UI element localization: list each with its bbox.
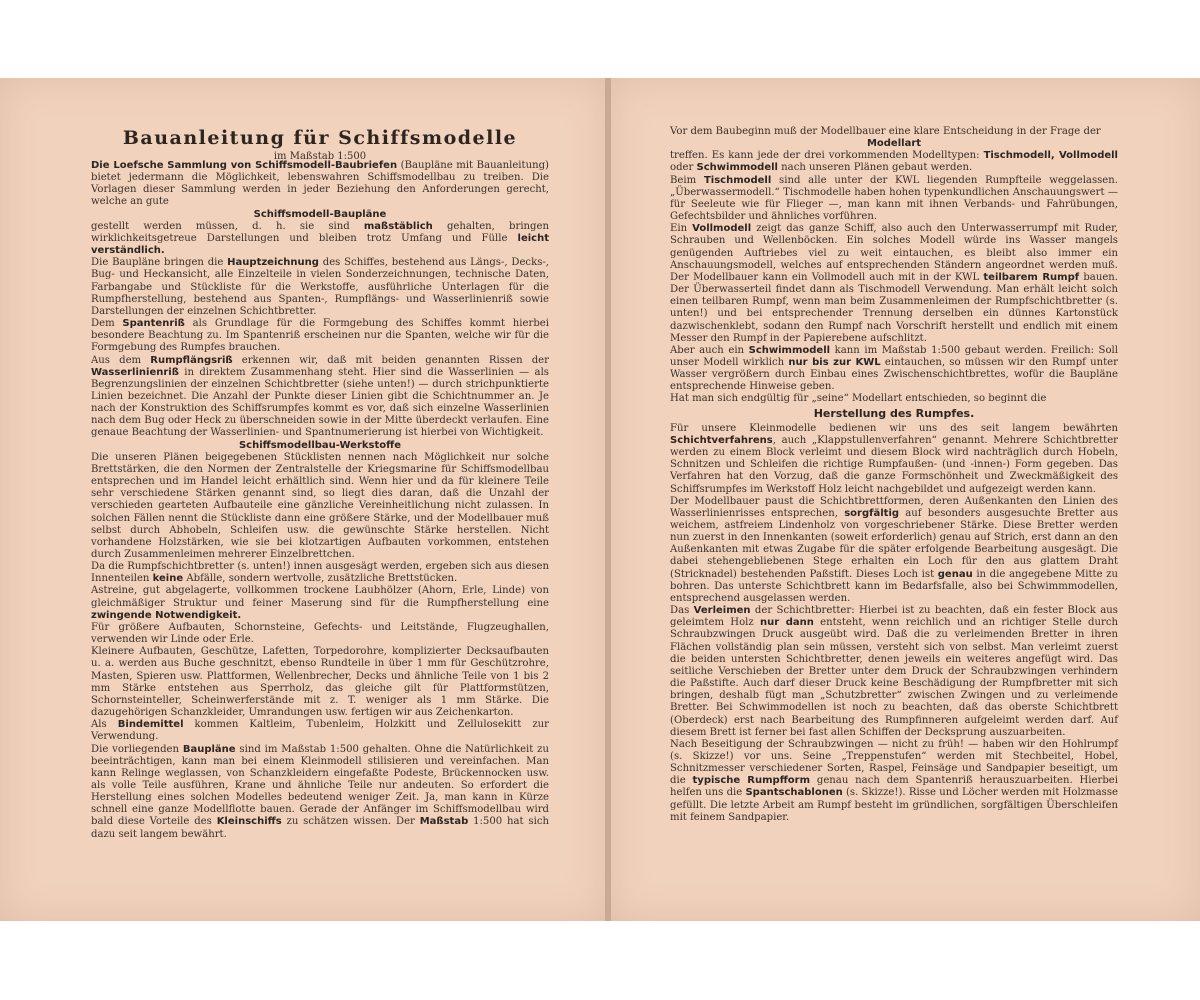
bold-term: Die Loefsche Sammlung von Schiffsmodell-Baubriefen xyxy=(91,160,398,171)
bold-term: Spantschablonen xyxy=(745,787,843,799)
bold-term: Tischmodell xyxy=(703,174,772,186)
paragraph-tischmodell xyxy=(670,175,1118,224)
document-title: Bauanleitung für Schiffsmodelle xyxy=(122,127,518,149)
text-span: genau nach dem Spantenriß herauszuarbeiten. Hierbei helfen uns die xyxy=(670,775,1118,799)
paragraph-bindemittel xyxy=(91,719,549,743)
text-span: (s. Skizze!). Risse und Löcher werden mit Holzmasse gefüllt. Die letzte Arbeit am Rumpf besteht im gründlichen, sorgfältigen Überschleifen mit feinem Sandpapier. xyxy=(670,787,1118,823)
text-span: entsteht, wenn reichlich und an richtiger Stelle durch Schraubzwingen Druck ausgeübt wird. Daß die zu verleimenden Bretter in ihren Flächen vollständig plan sein müssen, versteht sich von selbst. Man verleimt zuerst die beiden untersten Schichtbretter, denen jeweils ein weiteres angefügt wird. Das seitliche Verschieben der Bretter unter dem Druck der Schraubzwingen verhindern die Paßstifte. Auch darf dieser Druck keine Beschädigung der Rumpfbretter mit sich bringen, deshalb fügt man „Schutzbretter“ zwischen Zwingen und zu verleimende Bretter. Bei Schwimmodellen ist noch zu beachten, daß das oberste Schichtbrett (Oberdeck) erst nach Bearbeitung des Rumpfinneren aufgeleimt werden darf. Auf diesem Brett ist ferner bei fast allen Schiffen der Decksprung auszuarbeiten. xyxy=(670,617,1118,738)
text-span: Ein xyxy=(670,223,693,235)
bold-term: nur bis zur KWL xyxy=(788,356,881,368)
bold-term: keine xyxy=(152,573,184,585)
paragraph-intro xyxy=(91,160,549,209)
text-span: bauen. Der Überwasserteil findet dann als Tischmodell Verwendung. Man erhält leicht solch einen teilbaren Rumpf, wenn man beim Zusammenleimen der Rumpfschichtbretter (s. unten!) und bei entsprechender Trennung derselben ein dünnes Kartonstück dazwischenklebt, sodann den Rumpf nach Vorschrift herstellt und endlich mit einem Messer den Rumpf in der Papierebene aufschlitzt. xyxy=(670,271,1119,344)
paragraph-massstab xyxy=(91,744,549,841)
paragraph-modellart-entschieden: Hat man sich endgültig für „seine“ Modellart entschieden, so beginnt die xyxy=(670,393,1047,405)
text-span: Beim xyxy=(670,174,704,186)
text-span: Für unsere Kleinmodelle bedienen wir uns des seit langem bewährten xyxy=(670,422,1118,434)
bold-term: genau xyxy=(937,568,973,580)
text-span: sind alle unter der KWL liegenden Rumpfteile weggelassen. „Überwassermodell.“ Tischmodelle haben hohen typenkundlichen Anschauungswert — für Seeleute wie für Flieger —, man kann mit ihnen Verbands- und Fahrübungen, Gefechtsbilder und ähnliches vorführen. xyxy=(670,174,1118,223)
document-subtitle: im Maßstab 1:500 xyxy=(273,151,367,162)
bold-term: Maßstab xyxy=(419,816,469,828)
paragraph-hohlrumpf xyxy=(670,739,1118,824)
paragraph-kleinere-aufbauten: Kleinere Aufbauten, Geschütze, Lafetten, Torpedorohre, komplizierter Decksaufbauten u. a. werden aus Buche geschnitzt, ebenso Rundteile in über 1 mm für Geschützrohre, Masten, Spieren usw. Plattformen, Wellenbrecher, Decks und ähnliche Teile von 1 bis 2 mm Stärke entstehen aus Sperrholz, das gleiche gilt für Plattformstützen, Schornsteinteller, Scheinwerferstände mit z. T. weniger als 1 mm Stärke. Die dazugehörigen Schanzkleider, Umrandungen usw. fertigen wir aus Zeichenkarton. xyxy=(91,646,549,719)
heading-herstellung: Herstellung des Rumpfes. xyxy=(813,406,975,420)
text-span: gestellt werden müssen, d. h. sie sind xyxy=(91,220,364,232)
paragraph-hauptzeichnung xyxy=(91,257,549,318)
text-span: Da die Rumpfschichtbretter (s. unten!) innen ausgesägt werden, ergeben sich aus diesen Innenteilen xyxy=(91,561,549,585)
text-span: Der Modellbauer paust die Schichtbrettformen, deren Außenkanten den Linien des Wasserlinienrisses entsprechen, xyxy=(670,495,1118,519)
bold-term: Vollmodell xyxy=(692,223,752,235)
heading-modellart: Modellart xyxy=(866,138,922,150)
text-span: Das xyxy=(670,605,694,617)
paragraph-schichtbrettformen xyxy=(670,496,1118,605)
text-span: der Schichtbretter: Hierbei ist zu beachten, daß ein fester Block aus geleimtem Holz xyxy=(670,605,1118,629)
bold-term: typische Rumpfform xyxy=(692,775,811,787)
bold-term: Schwimmodell xyxy=(696,162,778,174)
text-span: kommen Kaltleim, Tubenleim, Holzkitt und Zellulosekitt zur Verwendung. xyxy=(91,719,549,743)
text-span: gehalten, bringen wirklichkeitsgetreue Darstellungen und bleiben trotz Umfang und Fülle xyxy=(91,220,549,244)
text-span: Abfälle, sondern wertvolle, zusätzliche Brettstücken. xyxy=(183,573,458,585)
text-span: sind im Maßstab 1:500 gehalten. Ohne die Natürlichkeit zu beeinträchtigen, kann man bei einem Kleinmodell stilisieren und vereinfachen. Man kann Relinge weglassen, von Schanzkleidern eingefaßte Podeste, Brückennocken usw. als volle Teile ausführen, Krane und ähnliche Teile nur andeuten. So erfordert die Herstellung eines solchen Modelles bedeutend weniger Zeit. Ja, man kann in Kürze schnell eine ganze Modellflotte bauen. Gerade der Anfänger im Schiffsmodellbau wird bald diese Vorteile des xyxy=(91,743,549,828)
paragraph-baubeginn: Vor dem Baubeginn muß der Modellbauer eine klare Entscheidung in der Frage der xyxy=(670,126,1101,137)
bold-term: Bindemittel xyxy=(117,719,184,731)
paragraph-schwimmodell xyxy=(670,345,1118,394)
left-text-column xyxy=(91,160,549,841)
bold-term: Verleimen xyxy=(693,605,751,617)
text-span: erkennen wir, daß mit beiden genannten Rissen der xyxy=(232,354,549,366)
text-span: kann im Maßstab 1:500 gebaut werden. Freilich: Soll unser Modell wirklich xyxy=(670,344,1118,368)
bold-term: Hauptzeichnung xyxy=(227,257,319,269)
text-span: Aber auch ein xyxy=(670,344,749,356)
text-span: treffen. Es kann jede der drei vorkommenden Modelltypen: xyxy=(670,150,984,162)
bold-term: Schwimmodell xyxy=(748,344,831,356)
text-span: in direktem Zusammenhang steht. Hier sind die Wasserlinien — als Begrenzungslinien der einzelnen Schichtbretter (siehe unten!) — durch strichpunktierte Linien bezeichnet. Die Anzahl der Punkte dieser Linien gibt die Schichtnummer an. Je nach der Konstruktion des Schiffsrumpfes kommt es vor, daß sich einzelne Wasserlinien nach dem Bug oder Heck zu überschneiden sowie in der Mitte überdeckt verlaufen. Eine genaue Beachtung der Wasserlinien- und Spantnumerierung ist hierbei von Wichtigkeit. xyxy=(91,366,549,439)
text-span: Die Baupläne bringen die xyxy=(91,257,228,269)
text-span: des Schiffes, bestehend aus Längs-, Decks-, Bug- und Heckansicht, alle Einzelteile in vielen Sonderzeichnungen, technische Daten, Farbangabe und Stückliste für die Werkstoffe, ausführliche Unterlagen für die Rumpfherstellung, bestehend aus Spanten-, Rumpflängs- und Wasserlinienriß sowie Darstellungen der einzelnen Schichtbretter. xyxy=(91,257,549,317)
paragraph-groessere-aufbauten: Für größere Aufbauten, Schornsteine, Gefechts- und Leitstände, Flugzeughallen, verwenden wir Linde oder Erle. xyxy=(91,621,549,646)
text-span: zeigt das ganze Schiff, also auch den Unterwasserrumpf mit Ruder, Schrauben und Wellenböcken. Ein solches Modell würde ins Wasser mangels genügenden Auftriebes viel zu weit eintauchen, es bleibt also immer ein Anschauungsmodell, welches auf entsprechenden Ständern angeordnet werden muß. Der Modellbauer kann ein Vollmodell auch mit in der KWL xyxy=(670,223,1118,283)
paragraph-schichtverfahren xyxy=(670,423,1118,496)
bold-term: Schichtverfahrens xyxy=(670,434,773,446)
text-span: als Grundlage für die Formgebung des Schiffes kommt hierbei besondere Beachtung zu. Im Spantenriß erscheinen nur die Spanten, welche wir für die Formgebung des Rumpfes brauchen. xyxy=(91,318,549,354)
bold-term: leicht verständlich. xyxy=(91,232,549,257)
paragraph-rumpflaengsriss xyxy=(91,355,549,440)
text-span: 1:500 hat sich dazu seit langem bewährt. xyxy=(91,816,549,840)
bold-term: sorgfältig xyxy=(844,507,900,519)
paragraph-modelltypen xyxy=(670,150,1118,174)
text-span: Astreine, gut abgelagerte, vollkommen trockene Laubhölzer (Ahorn, Erle, Linde) von gleichmäßiger Struktur und feiner Maserung sind für die Rumpfherstellung eine xyxy=(91,585,549,609)
text-span: zu schätzen wissen. Der xyxy=(281,816,420,828)
bold-term: Rumpflängsriß xyxy=(150,354,233,366)
bold-term: Wasserlinienriß xyxy=(91,366,179,378)
paragraph-requirements xyxy=(91,221,549,257)
text-span: eintauchen, so müssen wir den Rumpf unter Wasser vergrößern durch Einbau eines Zwischenschichtbrettes, wofür die Baupläne entsprechende Hinweise geben. xyxy=(670,356,1118,393)
text-span: , auch „Klappstullenverfahren“ genannt. Mehrere Schichtbretter werden zu einem Block verleimt und diesem Block wird nachträglich durch Hobeln, Schnitzen und Schleifen die richtige Rumpfaußen- (und -innen-) Form gegeben. Das Verfahren hat den Vorzug, daß die ganze Formschönheit und Zweckmäßigkeit des Schiffsrumpfes im Werkstoff Holz leicht nachgebildet und aufgezeigt werden kann. xyxy=(670,434,1118,495)
text-span: oder xyxy=(670,162,697,174)
text-span: auf besonders ausgesuchte Bretter aus weichem, astfreiem Lindenholz von vorgeschriebener Stärke. Diese Bretter werden nun zuerst in den Innenkanten (soweit erforderlich) genau auf Strich, erst dann an den Außenkanten mit etwas Zugabe für die später erfolgende Bearbeitung ausgesägt. Die dabei stehengebliebenen Stege erhalten ein Loch für den aus glattem Draht (Stricknadel) bestehenden Paßstift. Dieses Loch ist xyxy=(670,507,1118,580)
heading-bauplaene: Schiffsmodell-Baupläne xyxy=(253,208,387,220)
bold-term: teilbarem Rumpf xyxy=(983,271,1080,283)
bold-term: Spantenriß xyxy=(122,318,185,330)
paragraph-vollmodell xyxy=(670,223,1118,345)
paragraph-spantenriss xyxy=(91,318,549,354)
paragraph-rumpfschichtbretter xyxy=(91,561,549,585)
text-span: nach unseren Plänen gebaut werden. xyxy=(777,162,973,174)
text-span: Als xyxy=(91,719,118,731)
bold-term: Kleinschiffs xyxy=(216,816,282,828)
text-span: Die vorliegenden xyxy=(91,743,183,755)
heading-werkstoffe: Schiffsmodellbau-Werkstoffe xyxy=(238,439,402,451)
paragraph-verleimen xyxy=(670,605,1118,739)
paragraph-stuecklisten: Die unseren Plänen beigegebenen Stücklisten nennen nach Möglichkeit nur solche Brettstärken, die den Normen der Zentralstelle der Kriegsmarine für Schiffsmodellbau entsprechen und im Handel leicht erhältlich sind. Wenn hier und da für kleinere Teile sehr verschiedene Stärken genannt sind, so liegt dies daran, daß die Unzahl der verschieden gearteten Aufbauteile eine gänzliche Vereinheitlichung nicht zulassen. In solchen Fällen nennt die Stückliste dann eine größere Stärke, und der Modellbauer muß selbst durch Abhobeln, Schleifen usw. die gewünschte Stärke herstellen. Nicht vorhandene Holzstärken, wie sie bei klotzartigen Aufbauten vorkommen, entstehen durch Zusammenleimen mehrerer Einzelbrettchen. xyxy=(91,451,549,560)
text-span: (Baupläne mit Bauanleitung) bietet jedermann die Möglichkeit, lebenswahren Schiffsmodellbau zu treiben. Die Vorlagen dieser Sammlung werden in jeder Beziehung den Anforderungen gerecht, welche an gute xyxy=(91,160,549,208)
bold-term: maßstäblich xyxy=(363,220,433,232)
bold-term: Baupläne xyxy=(182,743,236,755)
bold-term: Tischmodell, Vollmodell xyxy=(983,150,1118,162)
paragraph-laubhoelzer xyxy=(91,585,549,621)
text-span: in die angegebene Mitte zu bohren. Das unterste Schichtbrett kann im Bedarfsfalle, also bei Schwimmmodellen, entsprechend ausgelassen werden. xyxy=(670,568,1118,604)
bold-term: zwingende Notwendigkeit. xyxy=(91,609,242,621)
right-text-column xyxy=(670,126,1118,824)
text-span: Nach Beseitigung der Schraubzwingen — nicht zu früh! — haben wir den Hohlrumpf (s. Skizze!) vor uns. Seine „Treppenstufen“ werden mit Stechbeitel, Hobel, Schnitzmesser verschiedener Sorten, Raspel, Feinsäge und Sandpapier beseitigt, um die xyxy=(670,738,1118,787)
text-span: Dem xyxy=(91,318,123,330)
text-span: Aus dem xyxy=(91,354,151,366)
bold-term: nur dann xyxy=(760,617,814,629)
